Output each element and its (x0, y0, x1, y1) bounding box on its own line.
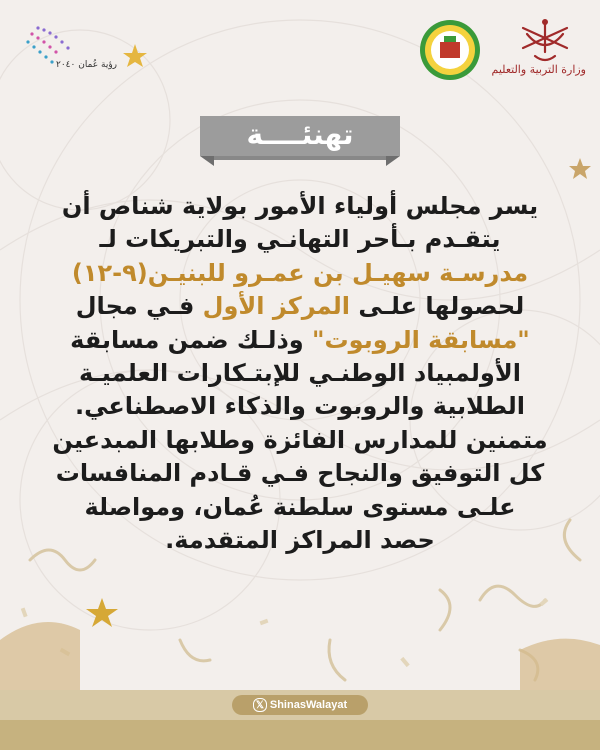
message-line: يسر مجلس أولياء الأمور بولاية شناص أن (61, 192, 539, 220)
footer-bar (0, 720, 600, 750)
school-emblem-icon (418, 18, 482, 82)
message-line: لحصولها علـى المركز الأول فـي مجال (75, 292, 525, 321)
message-line: الطلابية والروبوت والذكاء الاصطناعي. (75, 392, 525, 421)
congratulation-message (40, 190, 560, 557)
social-handle[interactable] (232, 695, 368, 715)
x-logo-icon: 𝕏 (253, 698, 267, 712)
message-line: حصد المراكز المتقدمة. (165, 526, 435, 555)
vision-caption: رؤية عُمان ٢٠٤٠ (56, 60, 118, 70)
message-line: علـى مستوى سلطنة عُمان، ومواصلة (84, 492, 516, 521)
banner-title: تهنئــــة (246, 117, 354, 151)
competition-name: "مسابقة الروبوت" (312, 325, 530, 354)
oman-vision-logo (18, 18, 114, 84)
message-line: متمنين للمدارس الفائزة وطلابها المبدعين (52, 425, 548, 454)
message-line: كل التوفيق والنجاح فـي قـادم المنافسات (55, 459, 545, 488)
star-icon (86, 598, 118, 627)
star-icon (569, 158, 591, 179)
handle-text: ShinasWalayat (269, 699, 348, 711)
message-line: "مسابقة الروبوت" وذلـك ضمن مسابقة (70, 325, 530, 354)
message-line: يتقـدم بـأحر التهانـي والتبريكات لـ (99, 225, 501, 254)
star-icon (123, 44, 147, 67)
school-name: مدرسـة سهيـل بن عمـرو للبنيـن(٩-١٢) (71, 258, 529, 287)
ministry-name: وزارة التربية والتعليم (491, 63, 586, 76)
message-line: الأولمبياد الوطنـي للإبتـكارات العلميـة (79, 359, 521, 388)
first-place-highlight: المركز الأول (202, 292, 350, 321)
